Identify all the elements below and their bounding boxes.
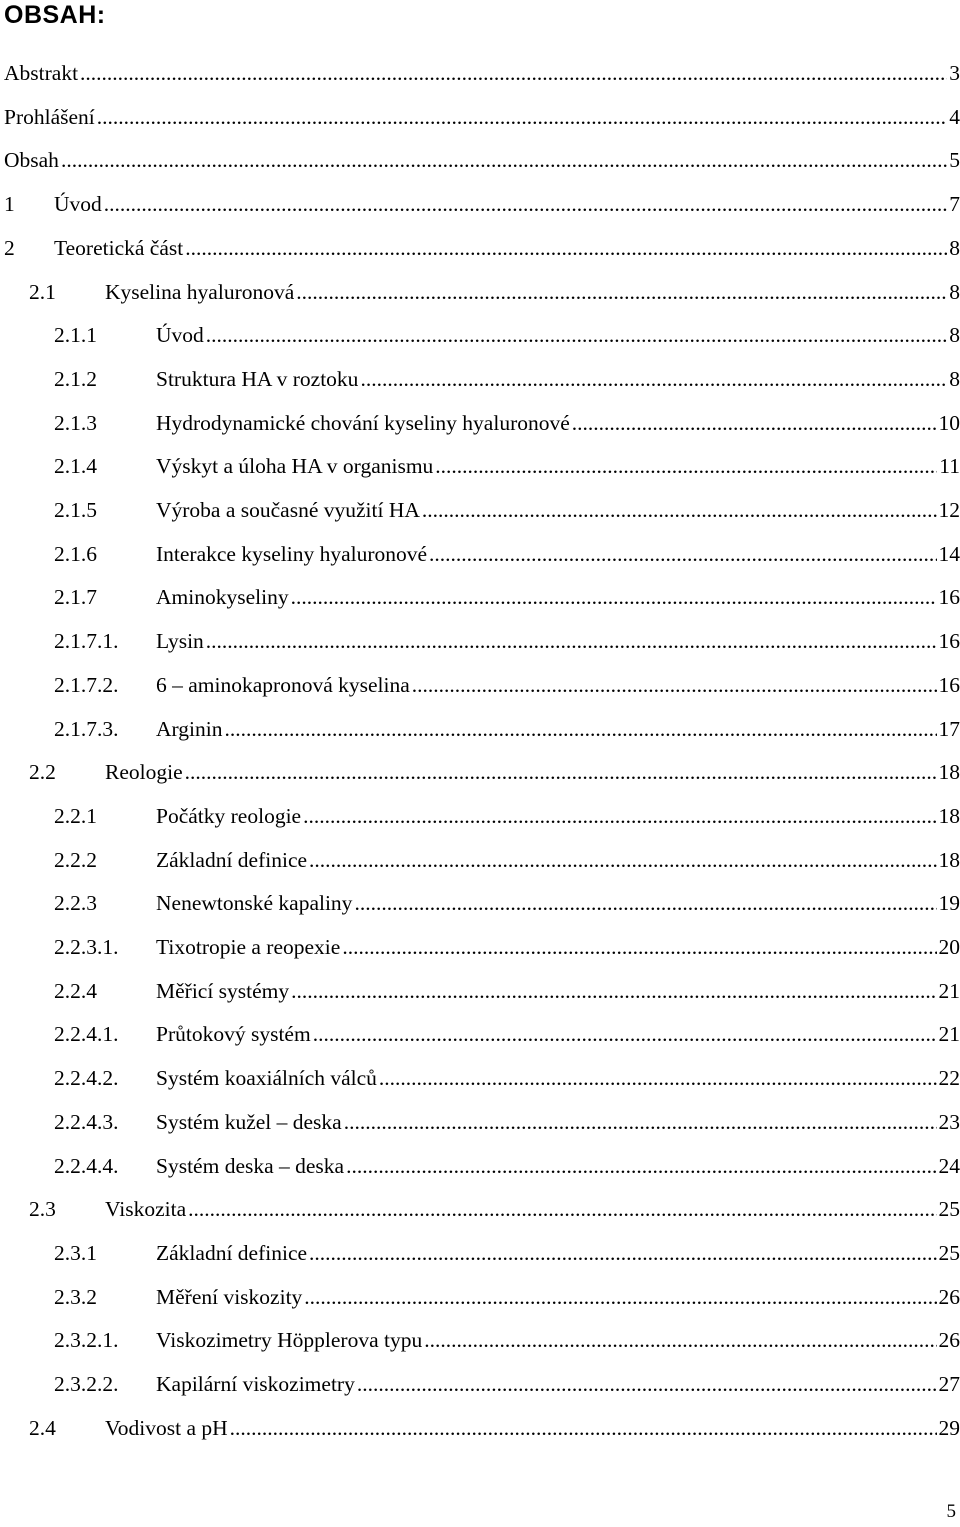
toc-entry-title: Kyselina hyaluronová	[105, 279, 295, 304]
toc-entry-title: Obsah	[4, 148, 59, 173]
toc-entry-title: Lysin	[156, 629, 204, 654]
toc-entry-page: 25	[938, 1197, 960, 1222]
dot-leader	[309, 1236, 936, 1270]
toc-entry-page: 5	[949, 148, 960, 173]
toc-entry-title: Teoretická část	[54, 235, 184, 260]
dot-leader	[206, 318, 947, 352]
toc-entry-title: Reologie	[105, 760, 183, 785]
toc-entry[interactable]	[54, 1105, 960, 1139]
toc-entry-page: 4	[949, 104, 960, 129]
toc-entry-title: Měřicí systémy	[156, 978, 290, 1003]
toc-entry-number: 2.1.4	[54, 454, 97, 479]
toc-entry-page: 26	[938, 1284, 960, 1309]
dot-leader	[379, 1061, 937, 1095]
dot-leader	[225, 712, 937, 746]
dot-leader	[424, 1323, 936, 1357]
toc-entry-title: Vodivost a pH	[105, 1415, 228, 1440]
dot-leader	[230, 1411, 937, 1445]
toc-entry[interactable]	[54, 668, 960, 702]
toc-entry[interactable]	[54, 537, 960, 571]
toc-entry[interactable]	[54, 799, 960, 833]
toc-entry[interactable]	[54, 930, 960, 964]
dot-leader	[303, 799, 936, 833]
toc-entry-title: Kapilární viskozimetry	[156, 1372, 355, 1396]
toc-entry-number: 2.1.2	[54, 366, 97, 391]
dot-leader	[342, 930, 936, 964]
toc-entry-page: 8	[949, 235, 960, 260]
page-number: 5	[946, 1501, 956, 1522]
dot-leader	[422, 493, 937, 527]
toc-entry[interactable]	[54, 362, 960, 396]
toc-entry-title: Struktura HA v roztoku	[156, 366, 359, 391]
toc-entry[interactable]	[29, 1411, 960, 1445]
toc-entry-page: 7	[949, 192, 960, 217]
toc-heading: OBSAH:	[4, 1, 106, 29]
toc-entry-number: 2.1	[29, 279, 56, 304]
toc-entry[interactable]	[54, 624, 960, 658]
toc-entry-page: 23	[938, 1109, 960, 1134]
toc-entry-title: Měření viskozity	[156, 1284, 303, 1309]
toc-entry-title: Arginin	[156, 716, 223, 741]
toc-entry-page: 21	[938, 978, 960, 1003]
toc-entry[interactable]	[29, 1192, 960, 1226]
toc-entry-page: 8	[949, 279, 960, 304]
toc-entry-title: Základní definice	[156, 847, 308, 872]
toc-entry-page: 18	[938, 803, 960, 828]
toc-entry[interactable]	[54, 318, 960, 352]
toc-entry-page: 3	[949, 61, 960, 85]
toc-entry[interactable]	[4, 56, 960, 90]
toc-entry-page: 29	[938, 1415, 960, 1440]
toc-entry-page: 22	[938, 1066, 960, 1091]
toc-entry-page: 11	[939, 454, 960, 479]
toc-entry-title: Počátky reologie	[156, 803, 302, 828]
dot-leader	[309, 843, 936, 877]
toc-entry[interactable]	[54, 1061, 960, 1095]
toc-entry[interactable]	[54, 580, 960, 614]
toc-entry-page: 18	[938, 760, 960, 785]
toc-entry[interactable]	[54, 1367, 960, 1401]
toc-entry[interactable]	[54, 449, 960, 483]
toc-entry-page: 24	[938, 1153, 960, 1178]
toc-entry[interactable]	[4, 187, 960, 221]
toc-entry-page: 25	[938, 1240, 960, 1265]
toc-entry[interactable]	[54, 712, 960, 746]
toc-entry[interactable]	[54, 406, 960, 440]
dot-leader	[344, 1105, 937, 1139]
toc-entry-number: 2.3.2.1.	[54, 1328, 119, 1353]
toc-entry-page: 27	[938, 1372, 960, 1396]
toc-entry-number: 2.1.7.1.	[54, 629, 119, 654]
toc-entry[interactable]	[54, 1280, 960, 1314]
toc-entry-page: 8	[949, 323, 960, 348]
toc-entry-page: 21	[938, 1022, 960, 1047]
toc-entry-number: 2.3.1	[54, 1240, 97, 1265]
toc-entry-number: 2.2.4.3.	[54, 1109, 119, 1134]
toc-entry-number: 2.3.2	[54, 1284, 97, 1309]
toc-entry-title: 6 – aminokapronová kyselina	[156, 672, 410, 697]
toc-entry-number: 2.1.5	[54, 498, 97, 522]
dot-leader	[104, 187, 947, 221]
toc-entry-page: 16	[938, 672, 960, 697]
dot-leader	[354, 886, 936, 920]
toc-entry-title: Systém koaxiálních válců	[156, 1066, 377, 1091]
dot-leader	[572, 406, 937, 440]
toc-entry-page: 12	[938, 498, 960, 522]
toc-entry-title: Prohlášení	[4, 104, 95, 129]
toc-entry-page: 16	[938, 629, 960, 654]
toc-entry[interactable]	[29, 275, 960, 309]
toc-entry-page: 17	[938, 716, 960, 741]
dot-leader	[206, 624, 937, 658]
toc-entry-title: Systém deska – deska	[156, 1153, 345, 1178]
dot-leader	[61, 143, 947, 177]
toc-entry-title: Úvod	[54, 192, 102, 217]
toc-entry-title: Výroba a současné využití HA	[156, 498, 420, 522]
toc-entry-number: 2.1.7.3.	[54, 716, 119, 741]
dot-leader	[185, 231, 947, 265]
toc-entry-number: 2	[4, 235, 15, 260]
toc-entry[interactable]	[54, 1323, 960, 1357]
toc-entry-page: 26	[938, 1328, 960, 1353]
toc-entry-title: Aminokyseliny	[156, 585, 289, 610]
toc-entry-number: 2.2.4.4.	[54, 1153, 119, 1178]
toc-entry-number: 2.1.3	[54, 410, 97, 435]
toc-entry-title: Úvod	[156, 323, 204, 348]
toc-entry-page: 10	[938, 410, 960, 435]
toc-entry-title: Viskozimetry Höpplerova typu	[156, 1328, 423, 1353]
toc-entry[interactable]	[54, 1017, 960, 1051]
toc-entry-title: Základní definice	[156, 1240, 308, 1265]
dot-leader	[429, 537, 936, 571]
toc-entry[interactable]	[54, 886, 960, 920]
toc-entry-number: 2.2	[29, 760, 56, 785]
dot-leader	[296, 275, 947, 309]
toc-entry-page: 14	[938, 541, 960, 566]
toc-entry[interactable]	[54, 843, 960, 877]
toc-entry-page: 20	[938, 935, 960, 959]
dot-leader	[291, 974, 936, 1008]
dot-leader	[357, 1367, 937, 1401]
toc-entry-number: 1	[4, 192, 15, 217]
toc-entry-number: 2.2.1	[54, 803, 97, 828]
toc-entry[interactable]	[4, 231, 960, 265]
toc-entry-number: 2.1.6	[54, 541, 97, 566]
toc-entry-title: Systém kužel – deska	[156, 1109, 342, 1134]
toc-entry-title: Výskyt a úloha HA v organismu	[156, 454, 434, 479]
toc-entry-title: Abstrakt	[4, 61, 79, 85]
dot-leader	[313, 1017, 937, 1051]
toc-entry-number: 2.2.2	[54, 847, 97, 872]
toc-entry-title: Tixotropie a reopexie	[156, 935, 341, 959]
toc-entry-number: 2.1.7.2.	[54, 672, 119, 697]
dot-leader	[435, 449, 937, 483]
toc-entry-number: 2.2.4.2.	[54, 1066, 119, 1091]
toc-entry-title: Průtokový systém	[156, 1022, 311, 1047]
dot-leader	[97, 100, 947, 134]
toc-entry-title: Hydrodynamické chování kyseliny hyaluronové	[156, 410, 570, 435]
dot-leader	[188, 1192, 936, 1226]
toc-entry-number: 2.2.4	[54, 978, 97, 1003]
dot-leader	[304, 1280, 936, 1314]
toc-entry[interactable]	[54, 1236, 960, 1270]
toc-entry[interactable]	[4, 100, 960, 134]
toc-entry-title: Nenewtonské kapaliny	[156, 891, 353, 916]
dot-leader	[185, 755, 937, 789]
toc-entry[interactable]	[29, 755, 960, 789]
dot-leader	[360, 362, 947, 396]
dot-leader	[291, 580, 937, 614]
toc-entry-number: 2.1.7	[54, 585, 97, 610]
toc-entry-number: 2.4	[29, 1415, 56, 1440]
toc-entry[interactable]	[54, 493, 960, 527]
toc-entry-page: 16	[938, 585, 960, 610]
toc-entry-number: 2.2.4.1.	[54, 1022, 119, 1047]
dot-leader	[80, 56, 947, 90]
toc-entry-page: 18	[938, 847, 960, 872]
toc-entry-number: 2.3.2.2.	[54, 1372, 119, 1396]
toc-entry[interactable]	[4, 143, 960, 177]
toc-entry[interactable]	[54, 974, 960, 1008]
toc-entry-page: 19	[938, 891, 960, 916]
toc-entry[interactable]	[54, 1149, 960, 1183]
dot-leader	[412, 668, 937, 702]
toc-entry-title: Viskozita	[105, 1197, 187, 1222]
toc-entry-number: 2.3	[29, 1197, 56, 1222]
toc-entry-number: 2.2.3	[54, 891, 97, 916]
toc-entry-number: 2.1.1	[54, 323, 97, 348]
toc-entry-page: 8	[949, 366, 960, 391]
toc-entry-number: 2.2.3.1.	[54, 935, 119, 959]
toc-entry-title: Interakce kyseliny hyaluronové	[156, 541, 428, 566]
dot-leader	[346, 1149, 936, 1183]
